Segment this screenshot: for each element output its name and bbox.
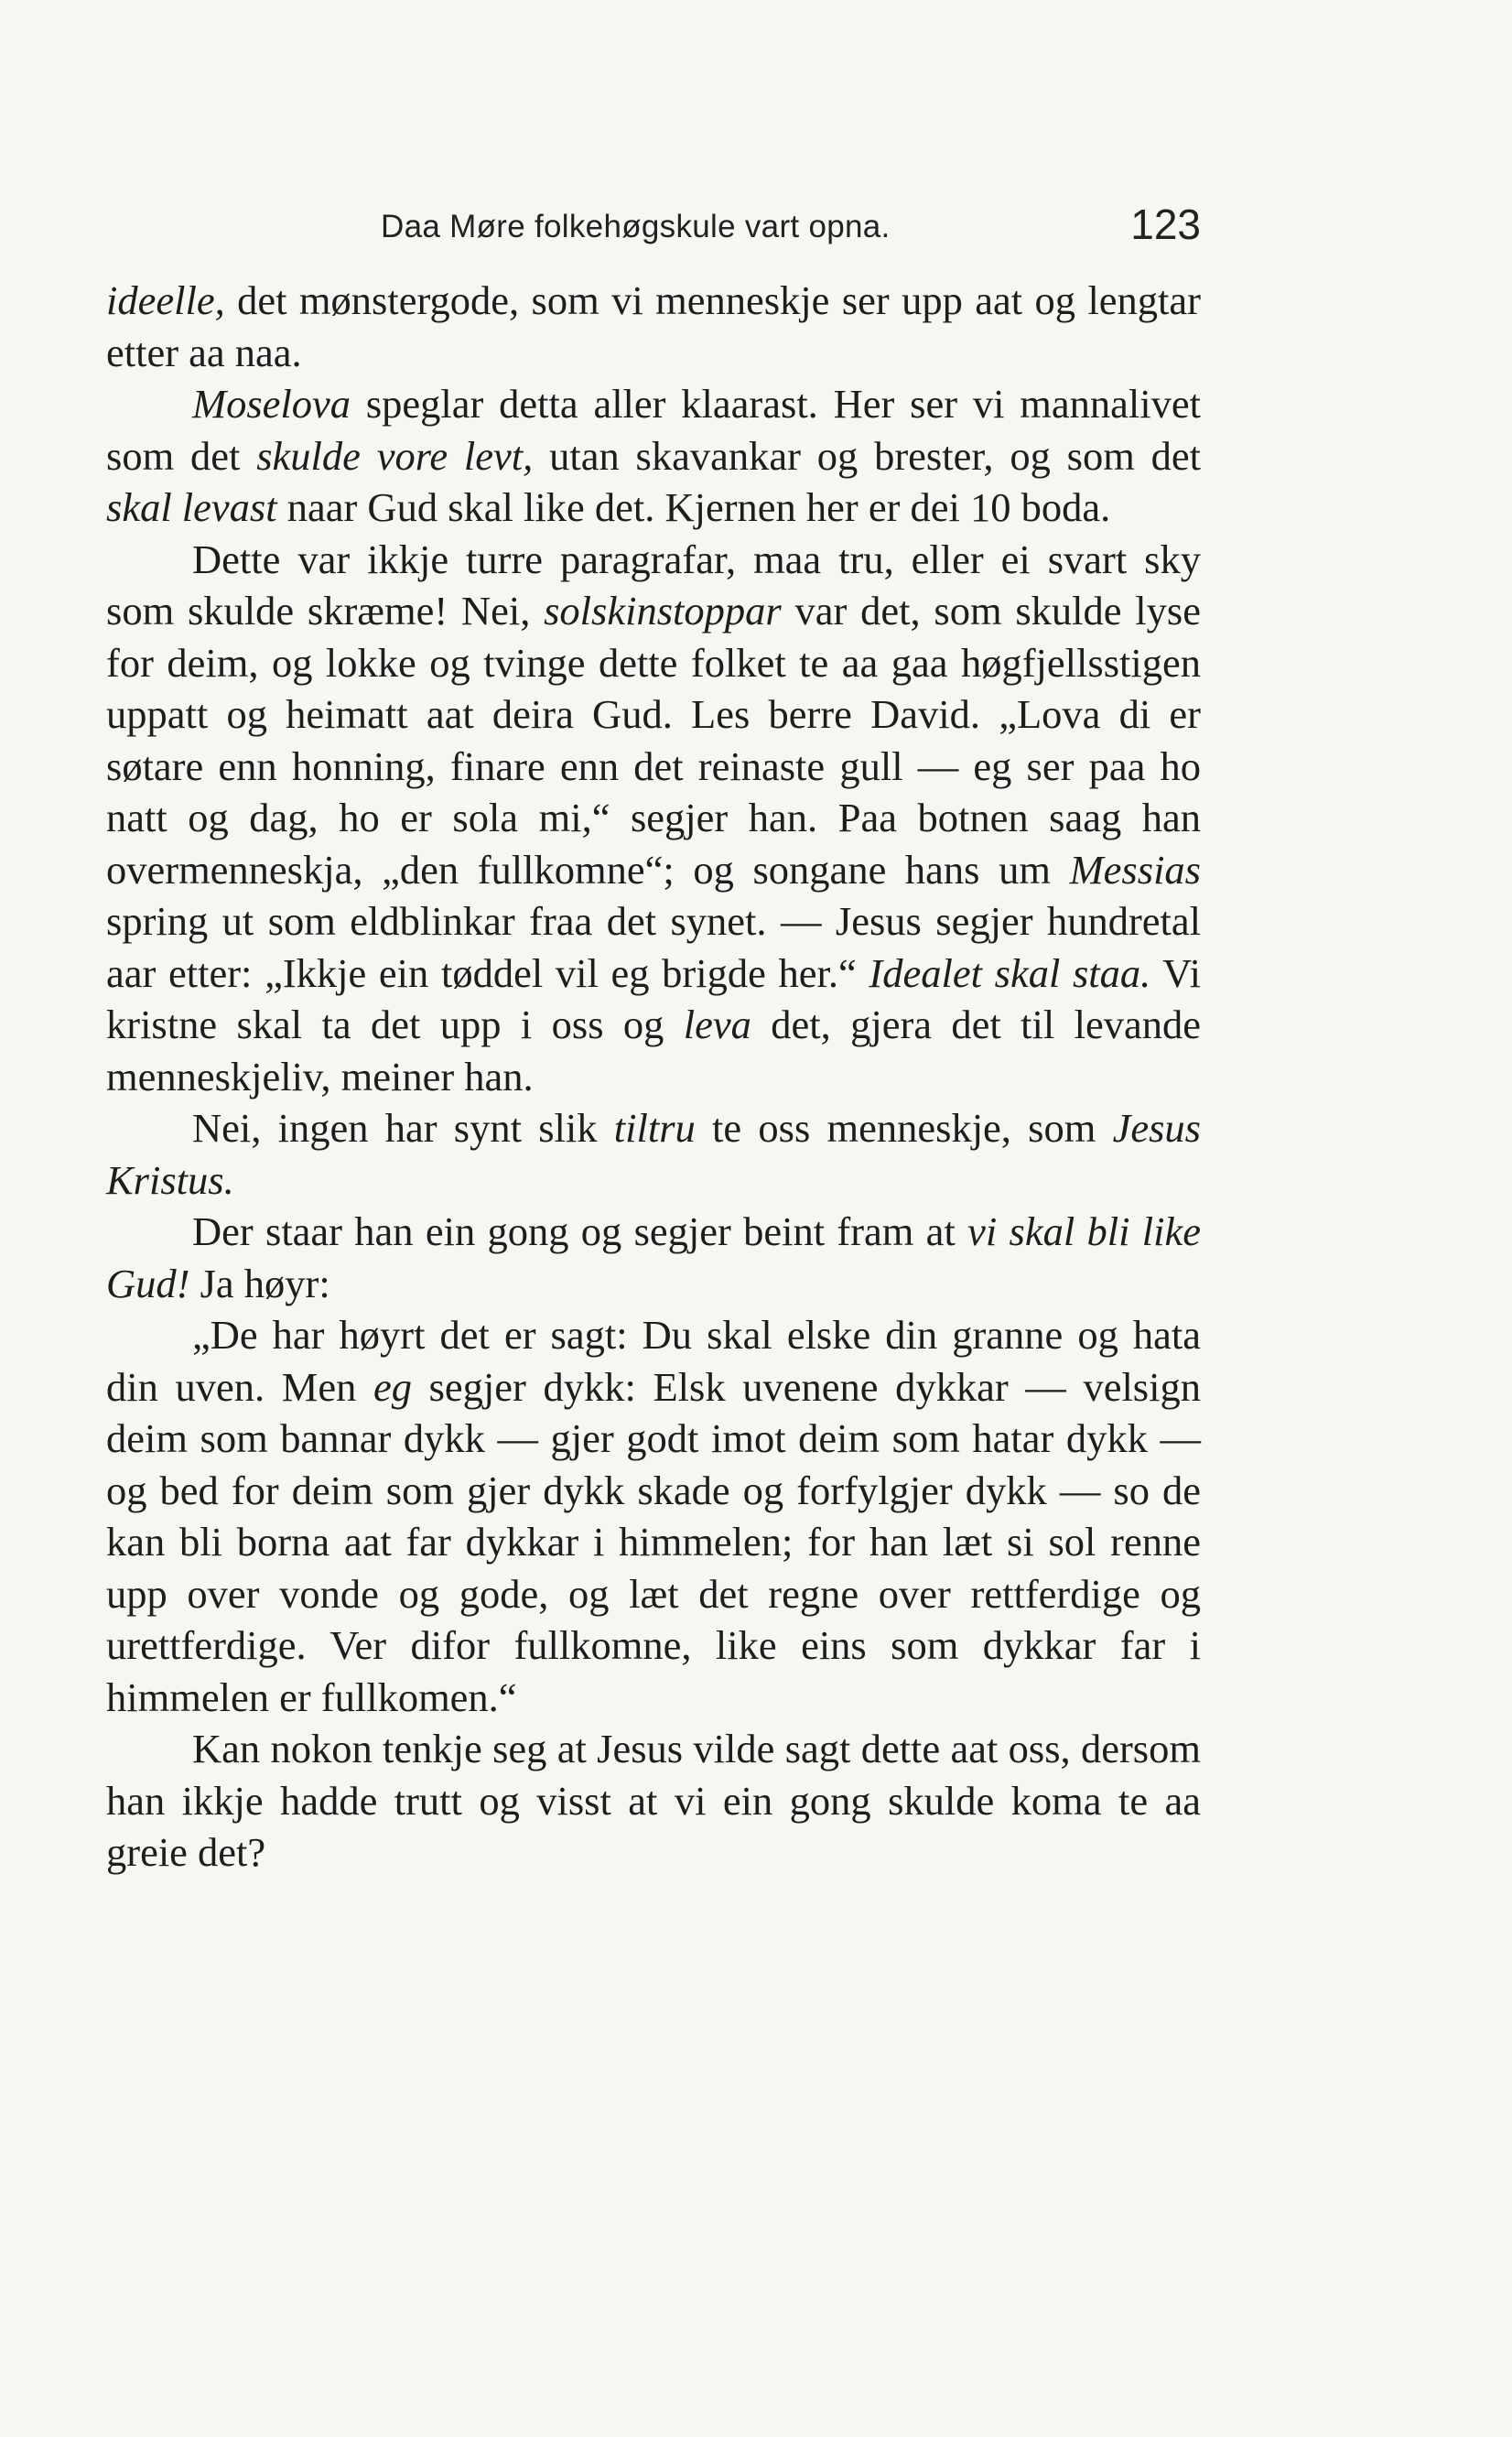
italic-text-run: leva	[683, 1002, 751, 1047]
italic-text-run: eg	[373, 1363, 412, 1410]
paragraph-1	[106, 275, 1201, 378]
italic-text-run: Moselova	[192, 381, 351, 427]
text-run: Vi kristne skal ta det upp i oss og	[106, 949, 1201, 1047]
italic-text-run: skal levast	[106, 484, 277, 530]
text-run: var det, som skulde lyse for deim, og lokke og tvinge dette folket te aa gaa høgfjellsstigen uppatt og heimatt aat deira Gud. Les berre David. „Lova di er søtare enn honning, finare enn det reinaste gull — eg ser paa ho natt og dag, ho er sola mi,“ segjer han. Paa botnen saag han overmenneskja, „den fullkomne“; og songane hans um	[106, 588, 1201, 893]
paragraph-4	[106, 1102, 1201, 1206]
text-run: „De har høyrt det er sagt: Du skal elske din granne og hata din uven. Men	[106, 1312, 1201, 1410]
italic-text-run: tiltru	[613, 1105, 696, 1151]
italic-text-run: Jesus Kristus.	[106, 1105, 1201, 1203]
text-run: speglar detta aller klaarast. Her ser vi mannalivet som det	[106, 381, 1201, 479]
text-run: Ja høyr:	[189, 1260, 330, 1306]
italic-text-run: Messias	[1069, 846, 1201, 893]
text-run: te oss menneskje, som	[695, 1105, 1113, 1151]
running-title: Daa Møre folkehøgskule vart opna.	[381, 209, 891, 244]
text-run: segjer dykk: Elsk uvenene dykkar — velsign deim som bannar dykk — gjer godt imot deim som hatar dykk — og bed for deim som gjer dykk skade og forfylgjer dykk — so de kan bli borna aat far dykkar i himmelen; for han læt si sol renne upp over vonde og gode, og læt det regne over rettferdige og urettferdige. Ver difor fullkomne, like eins som dykkar far i himmelen er fullkomen.“	[106, 1363, 1201, 1720]
paragraph-2	[106, 378, 1201, 534]
text-run: Der staar han ein gong og segjer beint fram at	[192, 1208, 968, 1254]
text-run: det mønstergode, som vi menneskje ser upp aat og lengtar etter aa naa.	[106, 277, 1201, 375]
italic-text-run: skulde vore levt,	[256, 432, 534, 479]
paragraph-5	[106, 1206, 1201, 1309]
text-run: Kan nokon tenkje seg at Jesus vilde sagt dette aat oss, dersom han ikkje hadde trutt og visst at vi ein gong skulde koma te aa greie det?	[106, 1726, 1201, 1875]
text-run: Dette var ikkje turre paragrafar, maa tru, eller ei svart sky som skulde skræme! Nei,	[106, 536, 1201, 634]
page-number: 123	[1130, 200, 1201, 248]
italic-text-run: Idealet skal staa.	[869, 949, 1151, 996]
text-run: spring ut som eldblinkar fraa det synet. — Jesus segjer hundretal aar etter: „Ikkje ein tøddel vil eg brigde her.“	[106, 898, 1201, 996]
text-run: naar Gud skal like det. Kjernen her er dei 10 boda.	[276, 484, 1111, 530]
page-header	[106, 200, 1201, 255]
italic-text-run: solskinstoppar	[544, 588, 782, 634]
text-run: utan skavankar og brester, og som det	[533, 432, 1201, 479]
italic-text-run: ideelle,	[106, 277, 225, 323]
paragraph-6	[106, 1309, 1201, 1723]
body-text	[106, 275, 1201, 1879]
text-run: det, gjera det til levande menneskjeliv, meiner han.	[106, 1002, 1202, 1099]
paragraph-3	[106, 534, 1201, 1103]
italic-text-run: vi skal bli like Gud!	[106, 1208, 1201, 1306]
text-run: Nei, ingen har synt slik	[192, 1105, 614, 1151]
paragraph-7	[106, 1723, 1201, 1879]
